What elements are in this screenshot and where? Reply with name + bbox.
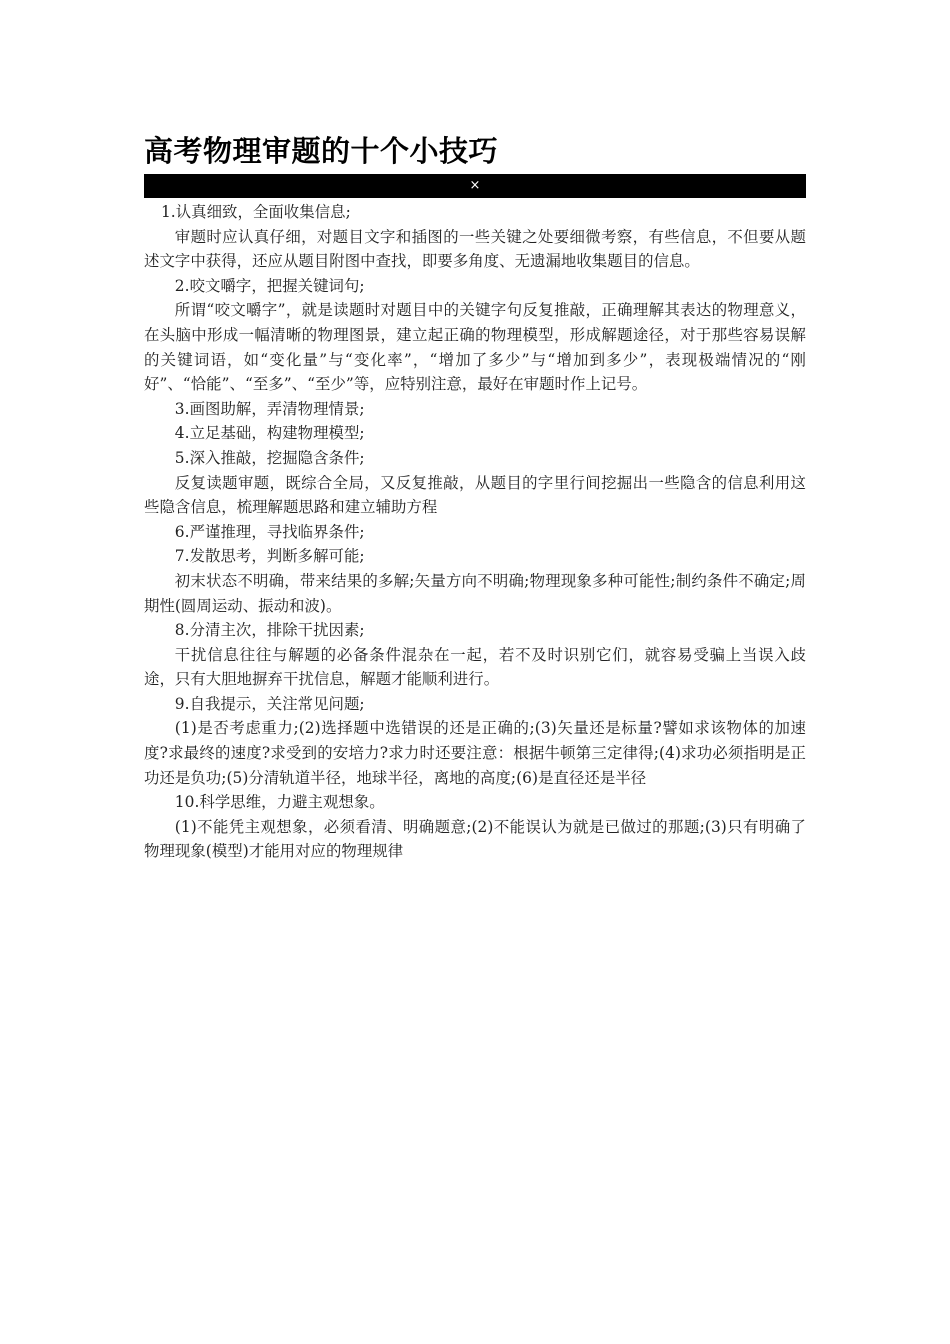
document-body [144,200,806,864]
tip-heading: 1.认真细致，全面收集信息; [160,203,351,221]
tip-paragraph: (1)是否考虑重力;(2)选择题中选错误的还是正确的;(3)矢量还是标量?譬如求该物体的加速度?求最终的速度?求受到的安培力?求力时还要注意：根据牛顿第三定律得;(4)求功必须指明是正功还是负功;(5)分清轨道半径，地球半径，离地的高度;(6)是直径还是半径 [144,719,806,787]
tip-heading: 10.科学思维，力避主观想象。 [174,793,385,812]
tip-heading: 5.深入推敲，挖掘隐含条件; [174,448,365,467]
tip-heading: 2.咬文嚼字，把握关键词句; [174,276,365,295]
tip-heading: 6.严谨推理，寻找临界条件; [174,522,365,541]
tip-paragraph: 所谓“咬文嚼字”，就是读题时对题目中的关键字句反复推敲，正确理解其表达的物理意义，在头脑中形成一幅清晰的物理图景，建立起正确的物理模型，形成解题途径，对于那些容易误解的关键词语，如“变化量”与“变化率”，“增加了多少”与“增加到多少”，表现极端情况的“刚好”、“恰能”、“至多”、“至少”等，应特别注意，最好在审题时作上记号。 [144,301,806,394]
document-title: 高考物理审题的十个小技巧 [144,134,499,168]
tip-paragraph: 反复读题审题，既综合全局，又反复推敲，从题目的字里行间挖掘出一些隐含的信息利用这些隐含信息，梳理解题思路和建立辅助方程 [144,473,806,517]
close-icon: × [469,178,481,193]
tip-paragraph: 初末状态不明确，带来结果的多解;矢量方向不明确;物理现象多种可能性;制约条件不确定;周期性(圆周运动、振动和波)。 [144,571,806,615]
tip-heading: 4.立足基础，构建物理模型; [174,424,365,443]
tip-heading: 3.画图助解，弄清物理情景; [174,399,365,418]
tip-heading: 7.发散思考，判断多解可能; [174,547,365,566]
tip-paragraph: (1)不能凭主观想象，必须看清、明确题意;(2)不能误认为就是已做过的那题;(3)只有明确了物理现象(模型)才能用对应的物理规律 [144,817,806,861]
tip-heading: 9.自我提示，关注常见问题; [174,694,365,713]
tip-paragraph: 干扰信息往往与解题的必备条件混杂在一起，若不及时识别它们，就容易受骗上当误入歧途，只有大胆地摒弃干扰信息，解题才能顺利进行。 [144,645,806,689]
tip-heading: 8.分清主次，排除干扰因素; [174,621,365,640]
title-divider-bar [144,174,806,198]
tip-paragraph: 审题时应认真仔细，对题目文字和插图的一些关键之处要细微考察，有些信息，不但要从题述文字中获得，还应从题目附图中查找，即要多角度、无遗漏地收集题目的信息。 [144,227,806,271]
